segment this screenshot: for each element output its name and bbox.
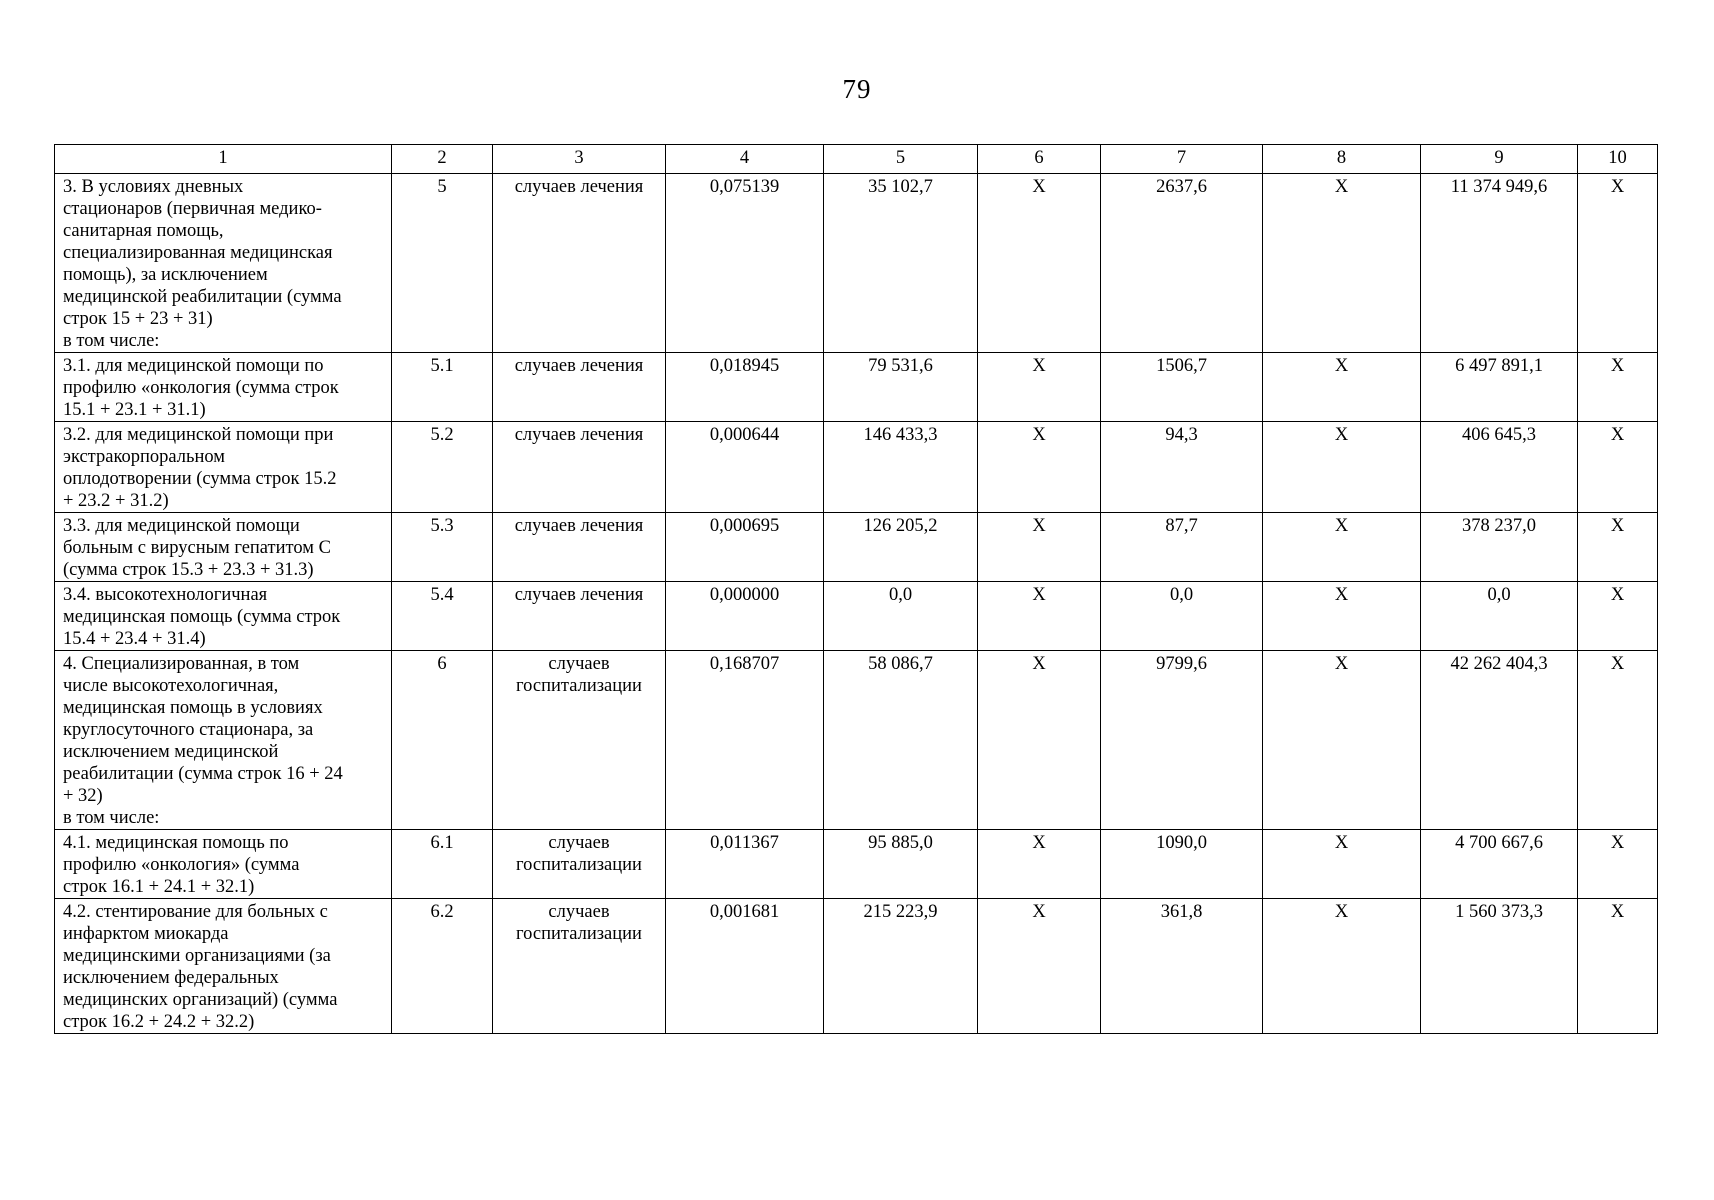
row-name-text: 4.2. стентирование для больных с инфарктом миокарда медицинскими организациями (за исключением федеральных медицинских организаций) (сумма строк 16.2 + 24.2 + 32.2) xyxy=(63,902,338,1032)
cell-col10: X xyxy=(1578,353,1658,422)
row-unit: случаев лечения xyxy=(493,353,666,422)
cell-col10: X xyxy=(1578,513,1658,582)
cell-col4: 0,018945 xyxy=(666,353,824,422)
cell-col10: X xyxy=(1578,830,1658,899)
header-row xyxy=(55,145,1658,174)
column-header: 8 xyxy=(1263,145,1421,174)
row-code: 6.1 xyxy=(392,830,493,899)
cell-col7: 87,7 xyxy=(1101,513,1263,582)
cell-col9: 42 262 404,3 xyxy=(1421,651,1578,830)
cell-col8: X xyxy=(1263,899,1421,1034)
row-code: 5 xyxy=(392,174,493,353)
row-name xyxy=(55,174,392,353)
cell-col8: X xyxy=(1263,422,1421,513)
row-name-text: 3. В условиях дневных стационаров (первичная медико- санитарная помощь, специализированная медицинская помощь), за исключением медицинской реабилитации (сумма строк 15 + 23 + 31) в том числе: xyxy=(63,177,342,351)
cell-col6: X xyxy=(978,353,1101,422)
cell-col4: 0,001681 xyxy=(666,899,824,1034)
column-header: 3 xyxy=(493,145,666,174)
cell-col10: X xyxy=(1578,174,1658,353)
row-unit: случаев лечения xyxy=(493,174,666,353)
row-name-text: 4.1. медицинская помощь по профилю «онкология» (сумма строк 16.1 + 24.1 + 32.1) xyxy=(63,833,300,897)
column-header: 9 xyxy=(1421,145,1578,174)
cell-col4: 0,000644 xyxy=(666,422,824,513)
cell-col7: 361,8 xyxy=(1101,899,1263,1034)
column-header: 4 xyxy=(666,145,824,174)
cell-col10: X xyxy=(1578,651,1658,830)
row-unit: случаев лечения xyxy=(493,422,666,513)
row-name xyxy=(55,582,392,651)
table-row xyxy=(55,174,1658,353)
row-unit: случаев лечения xyxy=(493,582,666,651)
column-header: 1 xyxy=(55,145,392,174)
cell-col7: 0,0 xyxy=(1101,582,1263,651)
cell-col6: X xyxy=(978,582,1101,651)
row-unit: случаев госпитализации xyxy=(493,651,666,830)
cell-col8: X xyxy=(1263,582,1421,651)
cell-col7: 2637,6 xyxy=(1101,174,1263,353)
cell-col6: X xyxy=(978,651,1101,830)
column-header: 2 xyxy=(392,145,493,174)
cell-col9: 4 700 667,6 xyxy=(1421,830,1578,899)
cell-col4: 0,000695 xyxy=(666,513,824,582)
row-name xyxy=(55,899,392,1034)
cell-col9: 6 497 891,1 xyxy=(1421,353,1578,422)
column-header: 7 xyxy=(1101,145,1263,174)
cell-col6: X xyxy=(978,174,1101,353)
table-row xyxy=(55,830,1658,899)
cell-col5: 95 885,0 xyxy=(824,830,978,899)
cell-col4: 0,075139 xyxy=(666,174,824,353)
cell-col8: X xyxy=(1263,830,1421,899)
column-header: 6 xyxy=(978,145,1101,174)
cell-col5: 58 086,7 xyxy=(824,651,978,830)
cell-col8: X xyxy=(1263,353,1421,422)
row-name xyxy=(55,353,392,422)
cell-col4: 0,000000 xyxy=(666,582,824,651)
cell-col5: 35 102,7 xyxy=(824,174,978,353)
row-name xyxy=(55,651,392,830)
cell-col8: X xyxy=(1263,651,1421,830)
row-code: 5.1 xyxy=(392,353,493,422)
table-row xyxy=(55,651,1658,830)
table-row xyxy=(55,899,1658,1034)
cell-col5: 215 223,9 xyxy=(824,899,978,1034)
cell-col7: 9799,6 xyxy=(1101,651,1263,830)
table-row xyxy=(55,422,1658,513)
cell-col8: X xyxy=(1263,513,1421,582)
cell-col6: X xyxy=(978,899,1101,1034)
data-table xyxy=(54,144,1658,1034)
row-code: 5.2 xyxy=(392,422,493,513)
table-row xyxy=(55,353,1658,422)
cell-col10: X xyxy=(1578,582,1658,651)
cell-col9: 0,0 xyxy=(1421,582,1578,651)
cell-col6: X xyxy=(978,513,1101,582)
cell-col5: 0,0 xyxy=(824,582,978,651)
row-name-text: 3.3. для медицинской помощи больным с вирусным гепатитом С (сумма строк 15.3 + 23.3 + 31.3) xyxy=(63,516,331,580)
cell-col6: X xyxy=(978,422,1101,513)
row-name xyxy=(55,422,392,513)
cell-col7: 94,3 xyxy=(1101,422,1263,513)
table-row xyxy=(55,513,1658,582)
row-name xyxy=(55,513,392,582)
column-header: 10 xyxy=(1578,145,1658,174)
row-unit: случаев госпитализации xyxy=(493,830,666,899)
cell-col9: 378 237,0 xyxy=(1421,513,1578,582)
cell-col9: 406 645,3 xyxy=(1421,422,1578,513)
row-code: 6.2 xyxy=(392,899,493,1034)
row-name xyxy=(55,830,392,899)
cell-col5: 126 205,2 xyxy=(824,513,978,582)
row-code: 5.4 xyxy=(392,582,493,651)
page-number: 79 xyxy=(842,74,872,104)
row-name-text: 3.4. высокотехнологичная медицинская помощь (сумма строк 15.4 + 23.4 + 31.4) xyxy=(63,585,341,649)
cell-col5: 79 531,6 xyxy=(824,353,978,422)
cell-col7: 1090,0 xyxy=(1101,830,1263,899)
row-code: 5.3 xyxy=(392,513,493,582)
row-name-text: 3.2. для медицинской помощи при экстракорпоральном оплодотворении (сумма строк 15.2 + 23.2 + 31.2) xyxy=(63,425,337,511)
table-row xyxy=(55,582,1658,651)
row-name-text: 4. Специализированная, в том числе высокотехологичная, медицинская помощь в условиях круглосуточного стационара, за исключением медицинской реабилитации (сумма строк 16 + 24 + 32) в том числе: xyxy=(63,654,343,828)
cell-col10: X xyxy=(1578,899,1658,1034)
cell-col4: 0,011367 xyxy=(666,830,824,899)
cell-col9: 1 560 373,3 xyxy=(1421,899,1578,1034)
cell-col8: X xyxy=(1263,174,1421,353)
cell-col4: 0,168707 xyxy=(666,651,824,830)
row-unit: случаев лечения xyxy=(493,513,666,582)
cell-col5: 146 433,3 xyxy=(824,422,978,513)
cell-col6: X xyxy=(978,830,1101,899)
column-header: 5 xyxy=(824,145,978,174)
row-code: 6 xyxy=(392,651,493,830)
cell-col9: 11 374 949,6 xyxy=(1421,174,1578,353)
cell-col10: X xyxy=(1578,422,1658,513)
row-name-text: 3.1. для медицинской помощи по профилю «онкология (сумма строк 15.1 + 23.1 + 31.1) xyxy=(63,356,339,420)
row-unit: случаев госпитализации xyxy=(493,899,666,1034)
cell-col7: 1506,7 xyxy=(1101,353,1263,422)
